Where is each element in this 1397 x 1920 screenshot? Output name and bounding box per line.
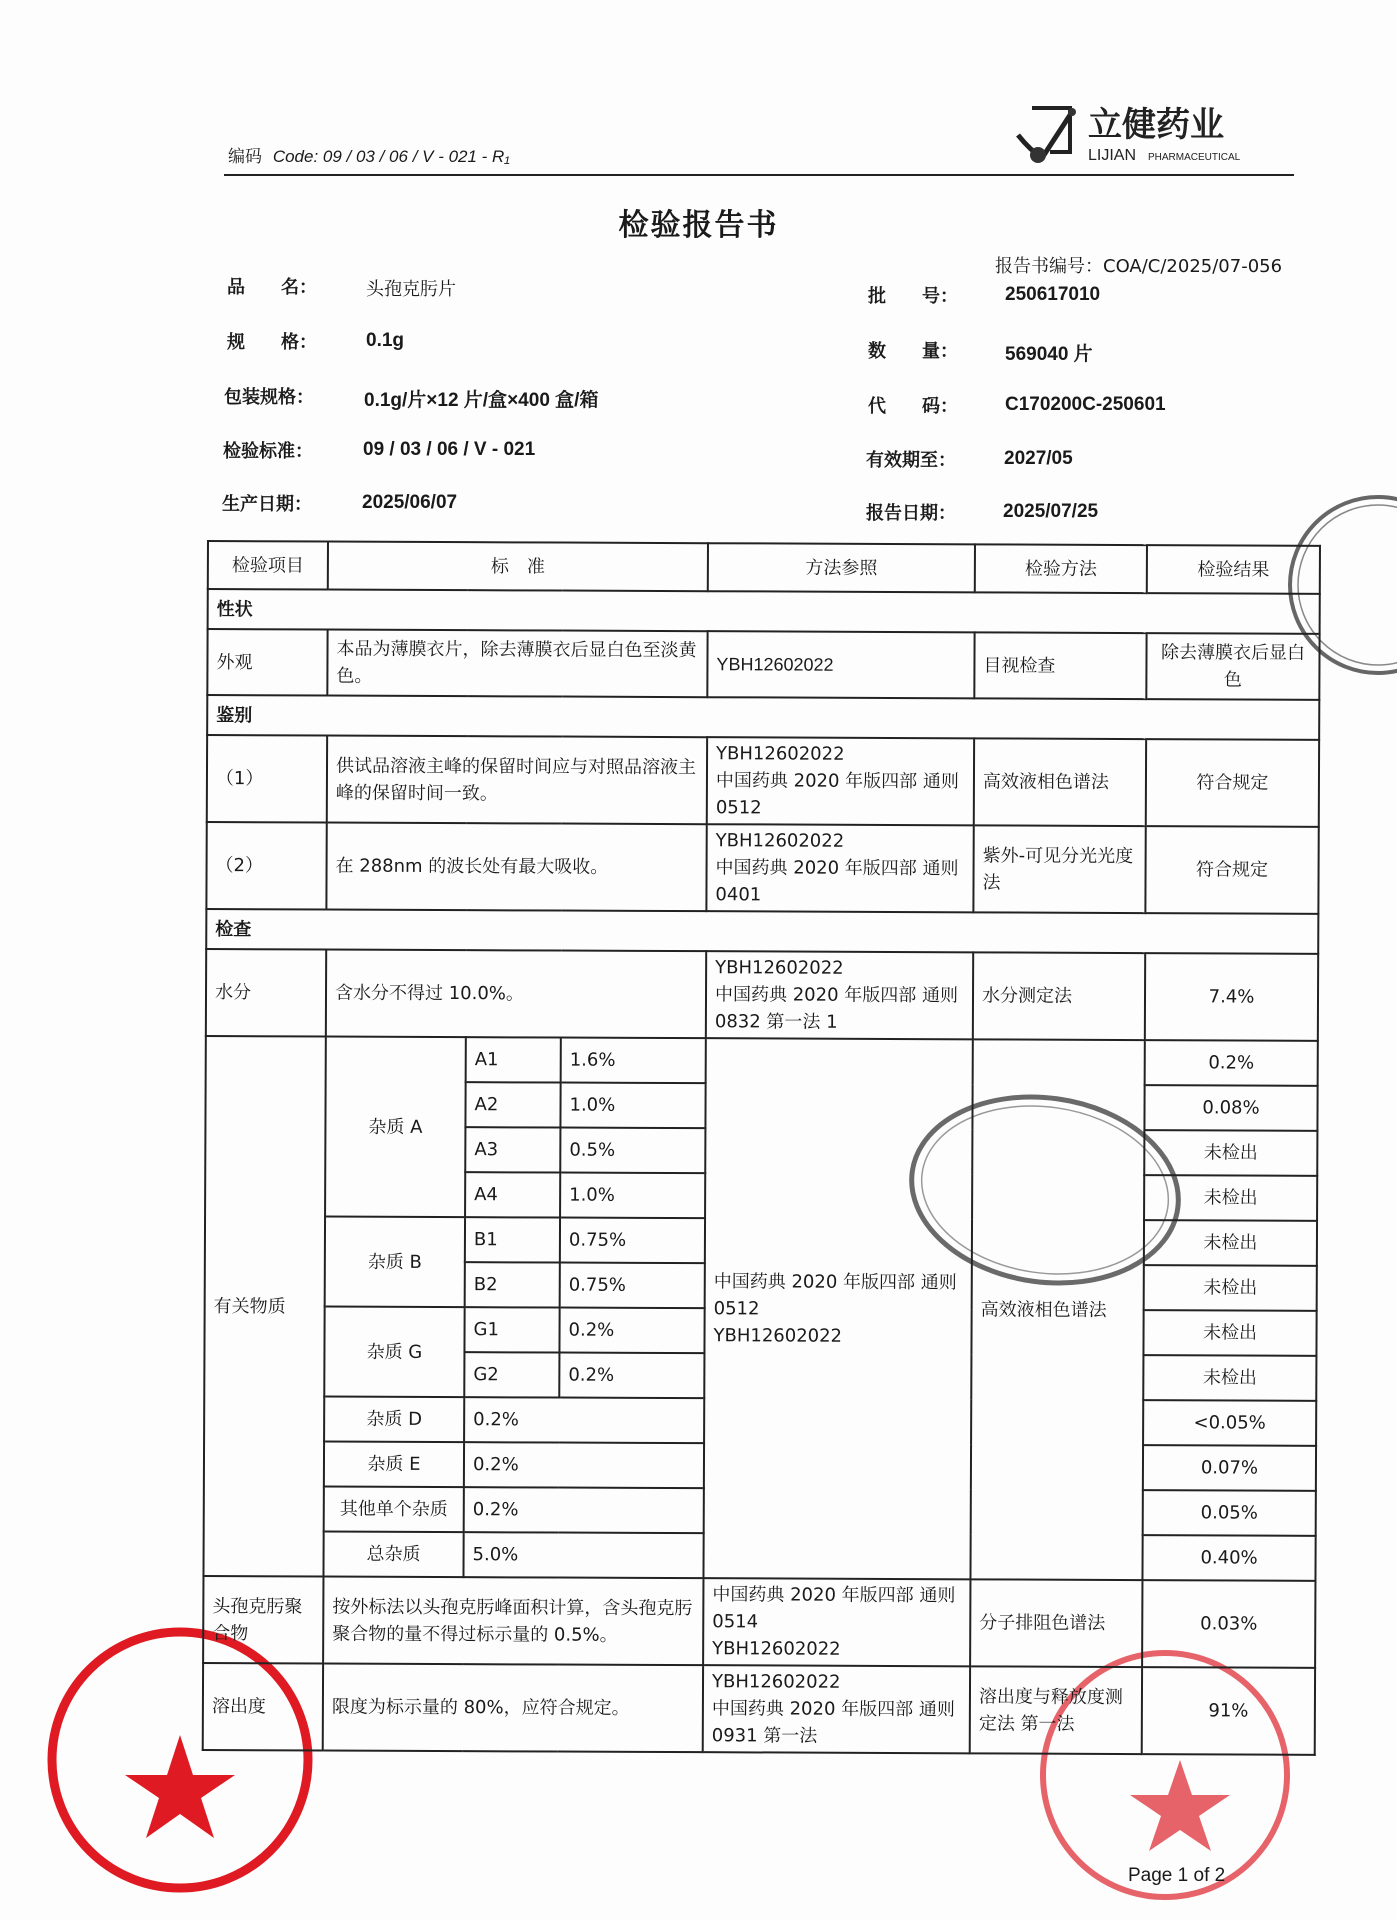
impurity-limit: 0.5% (560, 1128, 705, 1174)
field-value-packaging: 0.1g/片×12 片/盒×400 盒/箱 (364, 390, 599, 411)
method-ref-line: 中国药典 2020 年版四部 通则 0512 (713, 1270, 957, 1319)
impurity-name: A2 (465, 1082, 560, 1127)
item-cell: 溶出度 (203, 1663, 323, 1751)
impurity-limit: 1.6% (561, 1038, 706, 1084)
field-value-product-name: 头孢克肟片 (366, 279, 456, 300)
item-cell: 水分 (206, 949, 326, 1037)
header-result: 检验结果 (1147, 545, 1320, 594)
header-method: 检验方法 (975, 544, 1147, 593)
impurity-result: 未检出 (1144, 1130, 1317, 1176)
method-cell: 紫外-可见分光光度法 (973, 825, 1145, 913)
section-identification: 鉴别 (207, 695, 1319, 740)
result-cell: 91% (1142, 1667, 1315, 1755)
result-cell: 除去薄膜衣后显白色 (1146, 633, 1319, 700)
section-characteristics: 性状 (208, 589, 1320, 634)
method-ref-cell (703, 1665, 970, 1753)
code-label: 编码 (228, 147, 262, 167)
impurity-result: 未检出 (1144, 1220, 1317, 1266)
method-ref-line: 中国药典 2020 年版四部 通则 0832 第一法 1 (714, 984, 959, 1033)
method-ref-cell (703, 1038, 972, 1579)
method-ref-line: 中国药典 2020 年版四部 通则 0512 (715, 770, 959, 819)
impurity-name: 杂质 D (324, 1397, 464, 1443)
result-cell: 0.03% (1142, 1580, 1315, 1668)
item-cell: 外观 (207, 629, 327, 696)
impurity-result: 0.40% (1142, 1535, 1315, 1581)
method-ref-line: YBH12602022 (716, 743, 845, 765)
section-tests: 检查 (206, 909, 1318, 954)
method-ref-cell (706, 951, 973, 1039)
field-value-mfg-date: 2025/06/07 (362, 492, 458, 513)
report-number: 报告书编号：COA/C/2025/07-056 (995, 256, 1283, 277)
impurity-name: 其他单个杂质 (324, 1487, 464, 1533)
header-test-item: 检验项目 (208, 541, 328, 590)
method-ref-line: YBH12602022 (715, 830, 845, 852)
field-label-expiry: 有效期至： (866, 450, 956, 471)
method-cell: 高效液相色谱法 (974, 738, 1146, 826)
method-ref-line: 中国药典 2020 年版四部 通则 0401 (715, 857, 959, 906)
code-value: Code: 09 / 03 / 06 / V - 021 - R₁ (272, 147, 510, 166)
method-ref-line: YBH12602022 (711, 1671, 841, 1693)
impurity-group-g: 杂质 G (324, 1307, 464, 1398)
method-cell: 高效液相色谱法 (970, 1039, 1144, 1580)
impurity-limit: 5.0% (463, 1532, 703, 1578)
impurity-result: 0.2% (1145, 1040, 1318, 1086)
field-value-standard: 09 / 03 / 06 / V - 021 (363, 439, 536, 460)
impurity-limit: 0.2% (464, 1487, 704, 1533)
method-cell: 水分测定法 (973, 952, 1145, 1040)
impurity-name: G2 (464, 1352, 559, 1397)
impurity-limit: 0.2% (464, 1397, 704, 1443)
field-value-batch: 250617010 (1005, 284, 1101, 305)
method-ref-line: YBH12602022 (713, 1324, 843, 1347)
table-row (206, 949, 1318, 1041)
table-row (203, 1663, 1315, 1755)
header-standard: 标 准 (328, 542, 708, 592)
impurity-row (206, 1036, 1318, 1086)
impurity-limit: 0.75% (560, 1263, 705, 1309)
field-value-quantity: 569040 片 (1005, 344, 1093, 365)
impurity-name: A1 (466, 1037, 561, 1082)
section-row (207, 695, 1319, 740)
impurity-result: 0.07% (1143, 1445, 1316, 1491)
impurity-limit: 0.2% (559, 1308, 704, 1354)
impurity-name: B1 (465, 1217, 560, 1262)
method-cell: 目视检查 (974, 632, 1146, 699)
item-cell: 头孢克肟聚合物 (203, 1576, 323, 1664)
method-ref-cell: YBH12602022 (707, 631, 974, 698)
method-ref-cell (707, 737, 974, 825)
impurity-name: B2 (465, 1262, 560, 1307)
field-label-batch: 批 号： (868, 286, 958, 307)
field-value-expiry: 2027/05 (1004, 448, 1073, 469)
method-ref-line: YBH12602022 (715, 957, 844, 979)
result-cell: 符合规定 (1146, 739, 1319, 827)
impurity-limit: 0.75% (560, 1218, 705, 1264)
method-ref-line: 中国药典 2020 年版四部 通则 0514 (712, 1584, 956, 1633)
standard-cell: 限度为标示量的 80%，应符合规定。 (323, 1664, 703, 1753)
header-divider (224, 174, 1294, 176)
page-title: 检验报告书 (618, 208, 779, 243)
result-cell: 符合规定 (1145, 826, 1318, 914)
impurity-limit: 0.2% (464, 1442, 704, 1488)
table-row (203, 1576, 1315, 1668)
item-cell-related-substances: 有关物质 (203, 1036, 325, 1577)
standard-cell: 本品为薄膜衣片，除去薄膜衣后显白色至淡黄色。 (327, 630, 707, 698)
impurity-result: 0.05% (1143, 1490, 1316, 1536)
svg-text:立健药业: 立健药业 (1088, 105, 1224, 145)
header-method-ref: 方法参照 (708, 543, 975, 592)
impurity-group-a: 杂质 A (325, 1037, 466, 1218)
field-value-code: C170200C-250601 (1005, 394, 1166, 415)
field-label-packaging: 包装规格： (224, 387, 314, 408)
item-cell: （1） (207, 735, 327, 823)
impurity-result: <0.05% (1143, 1400, 1316, 1446)
item-cell: （2） (206, 822, 326, 910)
method-ref-line: 中国药典 2020 年版四部 通则 0931 第一法 (711, 1698, 955, 1747)
document-code (228, 142, 510, 167)
method-cell: 溶出度与释放度测定法 第一法 (970, 1666, 1142, 1754)
impurity-result: 未检出 (1144, 1175, 1317, 1221)
method-ref-cell (703, 1578, 970, 1666)
svg-text:PHARMACEUTICAL: PHARMACEUTICAL (1148, 152, 1241, 163)
impurity-limit: 0.2% (559, 1353, 704, 1399)
impurity-name: A3 (465, 1127, 560, 1172)
field-value-report-date: 2025/07/25 (1003, 501, 1099, 522)
impurity-name: A4 (465, 1172, 560, 1217)
impurity-result: 未检出 (1144, 1265, 1317, 1311)
test-results-table (202, 540, 1321, 1756)
table-header-row (208, 541, 1320, 594)
impurity-limit: 1.0% (560, 1173, 705, 1219)
impurity-name: 杂质 E (324, 1442, 464, 1488)
method-ref-cell (706, 824, 973, 912)
table-row (206, 822, 1318, 914)
standard-cell: 按外标法以头孢克肟峰面积计算，含头孢克肟聚合物的量不得过标示量的 0.5%。 (323, 1577, 703, 1666)
standard-cell: 在 288nm 的波长处有最大吸收。 (326, 823, 706, 912)
impurity-result: 未检出 (1143, 1355, 1316, 1401)
field-label-code: 代 码： (868, 396, 958, 417)
impurity-result: 未检出 (1143, 1310, 1316, 1356)
table-row (207, 629, 1319, 700)
field-label-report-date: 报告日期： (866, 503, 956, 524)
standard-cell: 供试品溶液主峰的保留时间应与对照品溶液主峰的保留时间一致。 (327, 736, 707, 825)
section-row (206, 909, 1318, 954)
impurity-name: G1 (464, 1307, 559, 1352)
impurity-group-b: 杂质 B (325, 1217, 465, 1308)
field-label-mfg-date: 生产日期： (222, 494, 312, 515)
field-label-standard: 检验标准： (223, 441, 313, 462)
field-label-spec: 规 格： (227, 332, 317, 353)
method-cell: 分子排阻色谱法 (970, 1579, 1142, 1667)
field-label-product-name: 品 名： (227, 277, 317, 298)
result-cell: 7.4% (1145, 953, 1318, 1041)
svg-text:LIJIAN: LIJIAN (1088, 147, 1137, 164)
field-value-spec: 0.1g (366, 330, 405, 351)
standard-cell: 含水分不得过 10.0%。 (326, 950, 706, 1039)
impurity-name: 总杂质 (323, 1532, 463, 1578)
impurity-result: 0.08% (1144, 1085, 1317, 1131)
impurity-limit: 1.0% (560, 1083, 705, 1129)
page-number: Page 1 of 2 (1128, 1865, 1226, 1886)
method-ref-line: YBH12602022 (712, 1638, 841, 1660)
section-row (208, 589, 1320, 634)
table-row (207, 735, 1319, 827)
company-logo (1010, 100, 1300, 170)
field-label-quantity: 数 量： (868, 341, 958, 362)
